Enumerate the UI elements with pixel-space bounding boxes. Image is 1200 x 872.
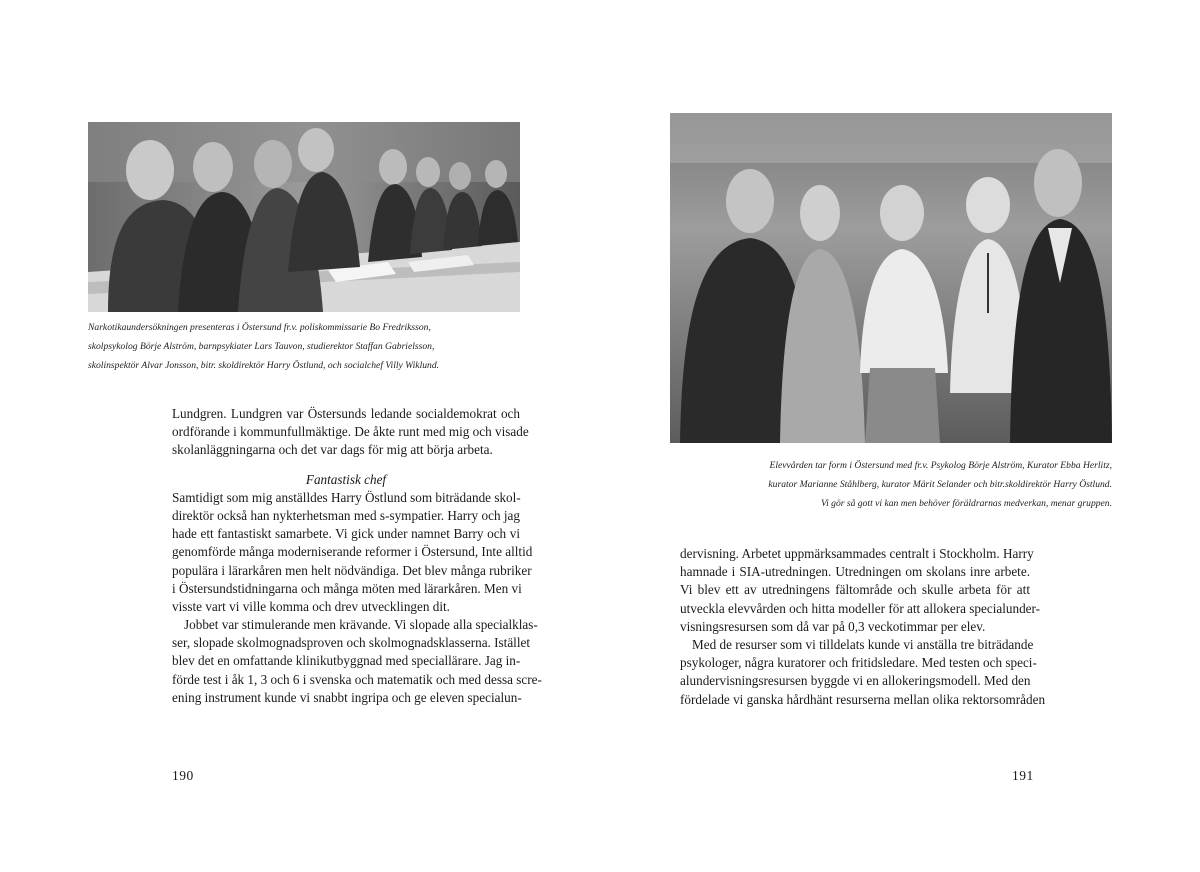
text-line: alundervisningsresursen byggde vi en allokeringsmodell. Med den (680, 673, 1031, 689)
text-line: ordförande i kommunfullmäktige. De åkte runt med mig och visade (172, 424, 529, 440)
text-line: hade ett fantastiskt samarbete. Vi gick under namnet Barry och vi (172, 526, 520, 542)
text-line: Med de resurser som vi tilldelats kunde vi anställa tre biträdande (692, 636, 1034, 652)
text-line: visste vart vi ville komma och drev utvecklingen dit. (172, 598, 450, 614)
right-body-text (680, 545, 1046, 709)
text-line: Jobbet var stimulerande men krävande. Vi slopade alla specialklas- (184, 617, 538, 633)
text-line: visningsresursen som då var på 0,3 veckotimmar per elev. (680, 618, 986, 634)
caption-line: Vi gör så gott vi kan men behöver föräldrarnas medverkan, menar gruppen. (820, 498, 1112, 509)
section-heading: Fantastisk chef (305, 471, 387, 487)
text-line: fördelade vi ganska hårdhänt resurserna mellan olika rektorsområden (680, 691, 1046, 707)
group-portrait-photo (670, 113, 1112, 443)
text-line: utveckla elevvården och hitta modeller för att allokera specialunder- (680, 600, 1041, 616)
text-line: psykologer, några kuratorer och fritidsledare. Med testen och speci- (680, 655, 1037, 671)
group-portrait-photo-graphic (670, 113, 1112, 443)
text-line: direktör också han nykterhetsman med s-sympatier. Harry och jag (172, 507, 520, 523)
text-line: Samtidigt som mig anställdes Harry Östlund som biträdande skol- (172, 489, 521, 505)
text-line: Lundgren. Lundgren var Östersunds ledande socialdemokrat och (172, 406, 520, 421)
caption-line: skolinspektör Alvar Jonsson, bitr. skoldirektör Harry Östlund, och socialchef Villy Wiklund. (88, 360, 440, 371)
caption-line: skolpsykolog Börje Alström, barnpsykiater Lars Tauvon, studierektor Staffan Gabrielsson, (88, 341, 435, 352)
meeting-table-photo (88, 122, 520, 312)
left-photo-caption (88, 318, 520, 375)
caption-line: Elevvården tar form i Östersund med fr.v. Psykolog Börje Alström, Kurator Ebba Herlitz, (769, 460, 1112, 471)
caption-line: kurator Marianne Ståhlberg, kurator Märit Selander och bitr.skoldirektör Harry Östlund. (768, 479, 1112, 490)
page-number: 191 (1012, 768, 1034, 783)
left-body-text (172, 405, 542, 707)
text-line: ser, slopade skolmognadsproven och skolmognadsklasserna. Istället (172, 635, 531, 651)
text-line: genomförde många moderniserande reformer i Östersund, Inte alltid (172, 544, 533, 560)
meeting-table-photo-graphic (88, 122, 520, 312)
text-line: ening instrument kunde vi snabbt ingripa och ge eleven specialun- (172, 689, 522, 705)
text-line: i Östersundstidningarna och många möten med lärarkåren. Men vi (172, 580, 522, 596)
caption-line: Narkotikaundersökningen presenteras i Östersund fr.v. poliskommissarie Bo Fredriksson, (88, 322, 431, 333)
text-line: hamnade i SIA-utredningen. Utredningen om skolans inre arbete. (680, 564, 1030, 580)
text-line: populära i lärarkåren men helt nödvändiga. Det blev många rubriker (172, 562, 532, 578)
right-page (600, 0, 1200, 872)
text-line: dervisning. Arbetet uppmärksammades centralt i Stockholm. Harry (680, 546, 1034, 561)
right-photo-caption (670, 456, 1112, 513)
text-line: blev det en omfattande klinikutbyggnad med speciallärare. Jag in- (172, 653, 521, 669)
text-line: Vi blev ett av utredningens fältområde och skulle arbeta för att (680, 582, 1030, 598)
text-line: skolanläggningarna och det var dags för mig att börja arbeta. (172, 442, 493, 458)
text-line: förde test i åk 1, 3 och 6 i svenska och matematik och med dessa scre- (172, 671, 542, 687)
page-number: 190 (172, 768, 194, 783)
